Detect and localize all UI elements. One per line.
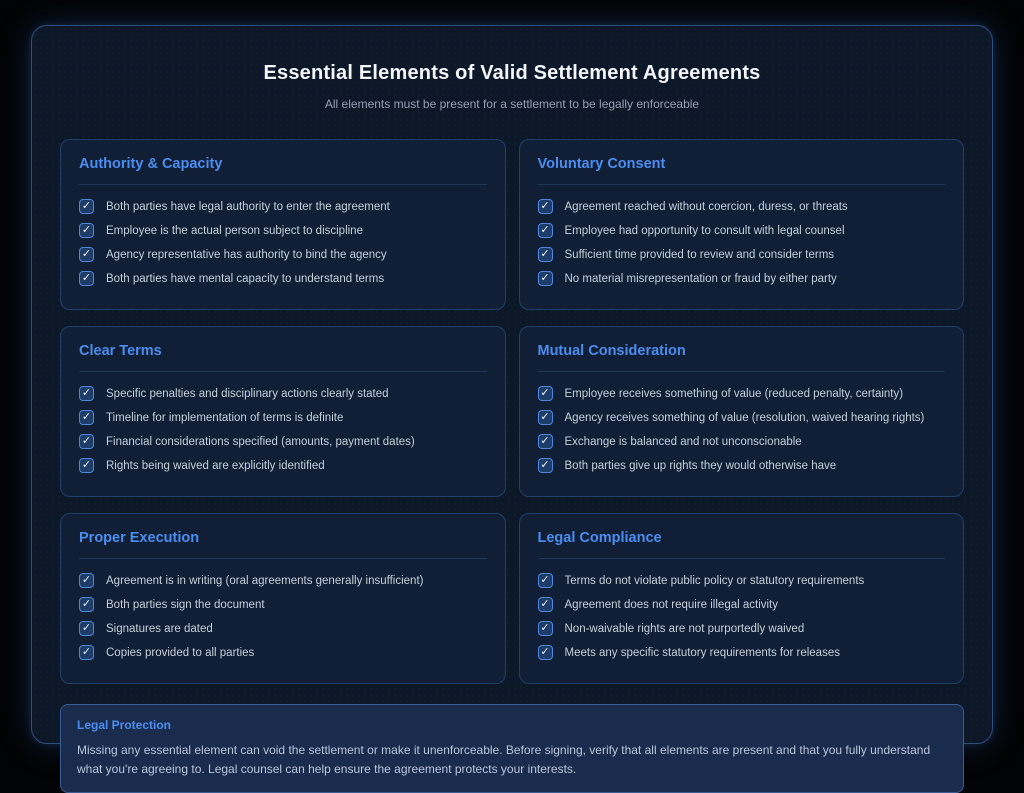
checklist-item [79, 573, 487, 588]
checkbox-checked-icon[interactable]: ✓ [79, 597, 94, 612]
checklist-item [538, 597, 946, 612]
checklist-item-label: Employee is the actual person subject to discipline [106, 224, 363, 237]
checklist-item-label: Agency representative has authority to bind the agency [106, 248, 387, 261]
page-subtitle: All elements must be present for a settlement to be legally enforceable [324, 97, 700, 111]
checklist-item-label: Meets any specific statutory requirements for releases [564, 646, 840, 659]
checkbox-checked-icon[interactable]: ✓ [538, 223, 553, 238]
card-title: Legal Compliance [538, 530, 946, 559]
checkbox-checked-icon[interactable]: ✓ [538, 621, 553, 636]
checklist [79, 199, 487, 286]
checklist-item-label: Employee receives something of value (reduced penalty, certainty) [564, 387, 904, 400]
checklist-item [538, 386, 946, 401]
card-proper-execution [60, 513, 506, 684]
card-title: Voluntary Consent [538, 156, 946, 185]
checklist-item [79, 199, 487, 214]
checkbox-checked-icon[interactable]: ✓ [79, 199, 94, 214]
card-clear-terms [60, 326, 506, 497]
checklist-item-label: Agreement does not require illegal activity [564, 598, 779, 611]
checkbox-checked-icon[interactable]: ✓ [79, 247, 94, 262]
checklist [538, 573, 946, 660]
checkbox-checked-icon[interactable]: ✓ [79, 458, 94, 473]
checkbox-checked-icon[interactable]: ✓ [79, 223, 94, 238]
checkbox-checked-icon[interactable]: ✓ [538, 573, 553, 588]
checklist-item-label: No material misrepresentation or fraud by either party [564, 272, 837, 285]
checkbox-checked-icon[interactable]: ✓ [79, 645, 94, 660]
checklist-item-label: Both parties have legal authority to enter the agreement [106, 200, 390, 213]
cards-grid [60, 139, 964, 684]
checklist-item-label: Non-waivable rights are not purportedly waived [564, 622, 805, 635]
checklist-item-label: Both parties have mental capacity to understand terms [106, 272, 385, 285]
checklist-item-label: Copies provided to all parties [106, 646, 255, 659]
card-title: Authority & Capacity [79, 156, 487, 185]
checklist-item [79, 434, 487, 449]
checkbox-checked-icon[interactable]: ✓ [79, 573, 94, 588]
card-title: Proper Execution [79, 530, 487, 559]
checklist [538, 386, 946, 473]
legal-protection-callout [60, 704, 964, 793]
checklist-item [538, 410, 946, 425]
checkbox-checked-icon[interactable]: ✓ [538, 645, 553, 660]
checkbox-checked-icon[interactable]: ✓ [79, 386, 94, 401]
checkbox-checked-icon[interactable]: ✓ [538, 458, 553, 473]
checklist-item-label: Sufficient time provided to review and consider terms [564, 248, 835, 261]
callout-title: Legal Protection [77, 718, 172, 732]
card-title: Mutual Consideration [538, 343, 946, 372]
checklist-item [79, 645, 487, 660]
checklist-item [538, 645, 946, 660]
checklist-item [538, 573, 946, 588]
checklist-item-label: Agreement reached without coercion, duress, or threats [564, 200, 848, 213]
checkbox-checked-icon[interactable]: ✓ [79, 434, 94, 449]
checklist-item [538, 458, 946, 473]
checklist-item [538, 223, 946, 238]
checklist-item [79, 410, 487, 425]
settlement-elements-panel [31, 25, 993, 776]
checklist-item-label: Terms do not violate public policy or statutory requirements [564, 574, 865, 587]
card-legal-compliance [519, 513, 965, 684]
checklist-item [79, 271, 487, 286]
checkbox-checked-icon[interactable]: ✓ [538, 386, 553, 401]
checklist-item-label: Agreement is in writing (oral agreements generally insufficient) [106, 574, 424, 587]
checklist-item [79, 621, 487, 636]
card-title: Clear Terms [79, 343, 487, 372]
checklist-item [538, 271, 946, 286]
checklist-item [538, 247, 946, 262]
checklist-item [538, 621, 946, 636]
checklist-item-label: Employee had opportunity to consult with legal counsel [564, 224, 845, 237]
checkbox-checked-icon[interactable]: ✓ [79, 410, 94, 425]
checklist-item-label: Both parties sign the document [106, 598, 265, 611]
checklist-item [538, 199, 946, 214]
checkbox-checked-icon[interactable]: ✓ [538, 410, 553, 425]
checklist [79, 573, 487, 660]
checklist-item-label: Exchange is balanced and not unconscionable [564, 435, 802, 448]
checkbox-checked-icon[interactable]: ✓ [538, 271, 553, 286]
checkbox-checked-icon[interactable]: ✓ [538, 247, 553, 262]
checklist-item-label: Specific penalties and disciplinary actions clearly stated [106, 387, 389, 400]
checklist-item [79, 247, 487, 262]
checklist-item [79, 223, 487, 238]
checkbox-checked-icon[interactable]: ✓ [79, 621, 94, 636]
checklist-item-label: Agency receives something of value (resolution, waived hearing rights) [564, 411, 925, 424]
checklist-item-label: Both parties give up rights they would otherwise have [564, 459, 837, 472]
checklist-item-label: Financial considerations specified (amounts, payment dates) [106, 435, 415, 448]
checklist [79, 386, 487, 473]
checkbox-checked-icon[interactable]: ✓ [538, 597, 553, 612]
checkbox-checked-icon[interactable]: ✓ [79, 271, 94, 286]
checklist [538, 199, 946, 286]
page-title: Essential Elements of Valid Settlement Agreements [263, 62, 761, 84]
checkbox-checked-icon[interactable]: ✓ [538, 434, 553, 449]
checkbox-checked-icon[interactable]: ✓ [538, 199, 553, 214]
card-mutual-consideration [519, 326, 965, 497]
checklist-item-label: Rights being waived are explicitly identified [106, 459, 325, 472]
card-authority-capacity [60, 139, 506, 310]
card-voluntary-consent [519, 139, 965, 310]
checklist-item [79, 386, 487, 401]
callout-text: Missing any essential element can void the settlement or make it unenforceable. Before signing, verify that all elements are present and that you fully understand what you're agreeing to. Legal counsel can help ensure the agreement protects your interests. [77, 743, 931, 776]
checklist-item-label: Signatures are dated [106, 622, 213, 635]
checklist-item-label: Timeline for implementation of terms is definite [106, 411, 344, 424]
checklist-item [79, 597, 487, 612]
checklist-item [538, 434, 946, 449]
checklist-item [79, 458, 487, 473]
